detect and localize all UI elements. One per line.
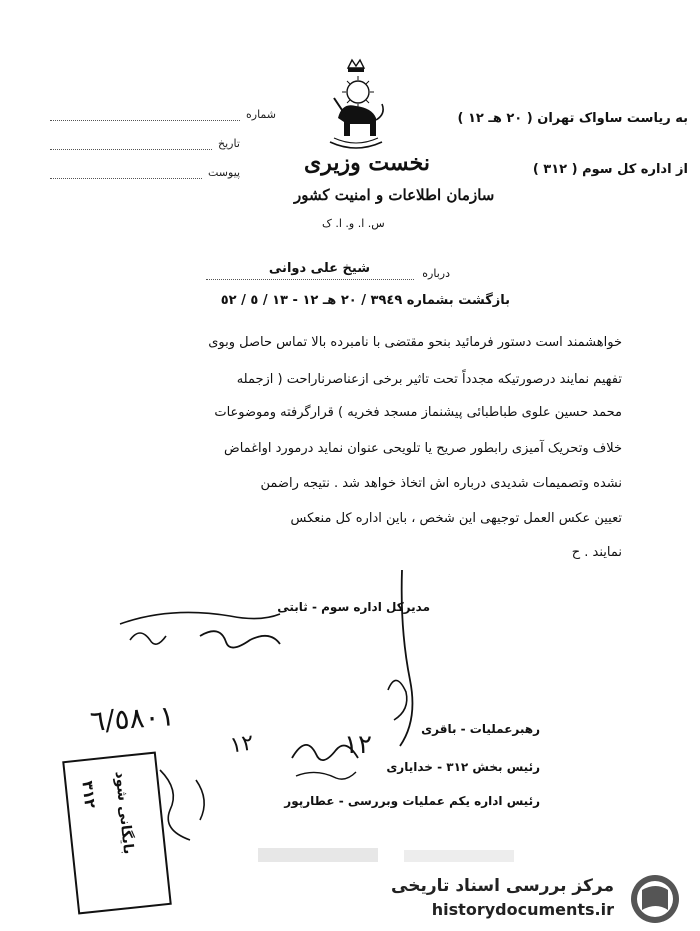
watermark-title: مرکز بررسی اسناد تاریخی [391,876,614,896]
number-line [50,120,240,121]
registration-number: ٦/٥٨٠١ [88,699,176,738]
body-line: خواهشمند است دستور فرمائید بنحو مقتضی با نامبرده بالا تماس حاصل وبوی [208,335,622,350]
body-line: خلاف وتحریک آمیزی رابطور صریح یا تلویحی عنوان نماید درمورد اواغماض [224,441,622,456]
date-line [50,149,212,150]
ops-head-line: رهبرعملیات - باقری [421,722,540,736]
review-head-line: رئیس اداره یکم عملیات وبررسی - عطارپور [284,794,540,808]
section-head-line: رئیس بخش ٣١٢ - خدایاری [386,760,540,774]
attachment-line [50,178,202,179]
number-label: شماره [246,108,277,121]
subject-value: شیخ علی دوانی [268,261,370,276]
vertical-signature-stroke [360,570,430,750]
body-line: نمایند . ح [571,545,622,560]
faint-mark [404,850,514,862]
org-title: نخست وزیری [304,150,430,176]
org-code: س. ا. و. ا. ک [322,217,385,230]
initials-note: ١٢ [344,730,372,760]
from-line: از اداره کل سوم ( ٣١٢ ) [532,162,688,177]
watermark-logo-icon [628,872,682,926]
reference-line: بازگشت بشماره ٣٩٤٩ / ٢٠ هـ ١٢ - ١٣ / ٥ / ٥٢ [220,293,510,308]
ops-handwritten-signature [286,728,366,788]
lion-sun-emblem [320,58,392,156]
stamp-handwriting [150,760,240,850]
body-line: تعیین عکس العمل توجیهی این شخص ، باین اداره کل منعکس [290,511,622,526]
date-label: تاریخ [218,137,240,150]
faint-mark [258,848,378,862]
body-line: محمد حسین علوی طباطبائی پیشنماز مسجد فخریه ) قرارگرفته وموضوعات [214,405,622,420]
subject-line [206,279,414,280]
body-line: نشده وتصمیمات شدیدی درباره اش اتخاذ خواهد شد . نتیجه راضمن [260,476,622,491]
org-subtitle: سازمان اطلاعات و امنیت کشور [294,186,495,204]
attachment-label: پیوست [208,166,241,179]
body-line: تفهیم نمایند درصورتیکه مجدداً تحت تاثیر برخی ازعناصرناراحت ( ازجمله [236,372,622,387]
handwritten-date: ١٢ [228,730,256,759]
stamp-section: ٣١٢ [78,779,100,810]
watermark-url: historydocuments.ir [431,900,614,919]
subject-label: درباره [422,267,450,280]
director-signature-line: مدیرکل اداره سوم - ثابتی [277,600,430,614]
stamp-archive-text: بایگانی شود [111,770,137,855]
to-line: به ریاست ساواک تهران ( ٢٠ هـ ١٢ ) [457,111,688,126]
